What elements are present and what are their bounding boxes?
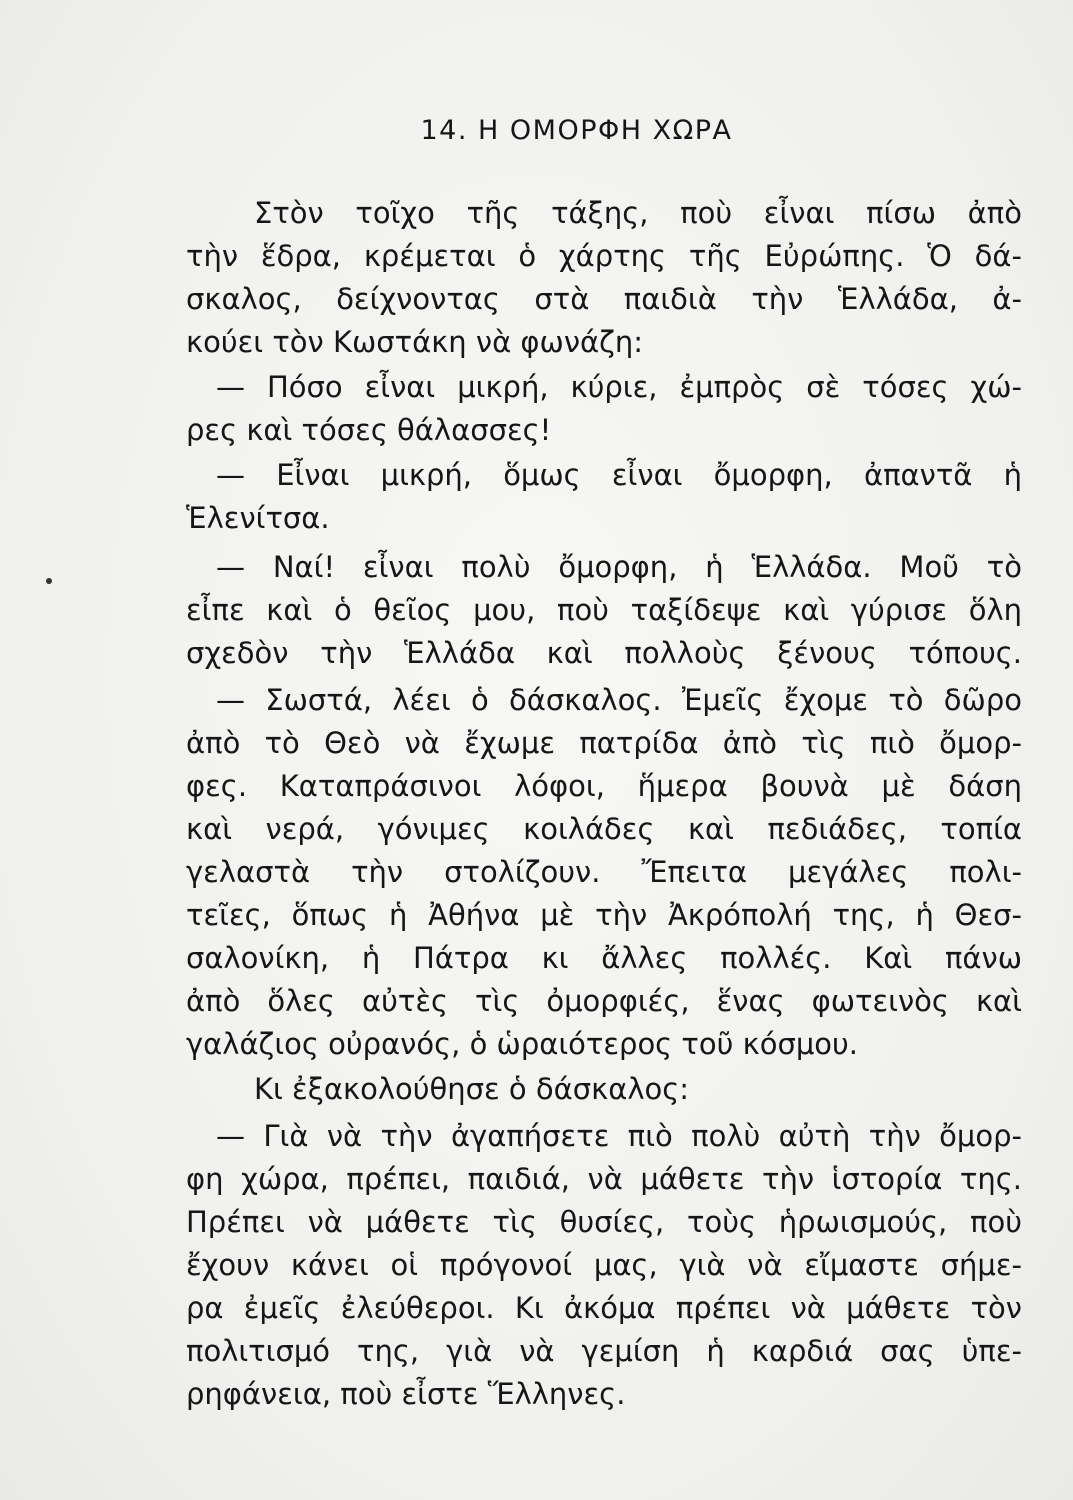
text-line: γελαστὰ τὴν στολίζουν. Ἔπειτα μεγάλες πολι- xyxy=(186,855,1022,889)
text-line: Κι ἐξακολούθησε ὁ δάσκαλος: xyxy=(254,1072,690,1106)
text-line: τὴν ἕδρα, κρέμεται ὁ χάρτης τῆς Εὐρώπης. Ὁ δά- xyxy=(186,239,1022,273)
text-line: ἔχουν κάνει οἱ πρόγονοί μας, γιὰ νὰ εἴμαστε σήμε- xyxy=(186,1248,1022,1282)
text-line: πολιτισμό της, γιὰ νὰ γεμίση ἡ καρδιά σας ὑπε- xyxy=(186,1334,1022,1368)
text-line: Πρέπει νὰ μάθετε τὶς θυσίες, τοὺς ἡρωισμούς, ποὺ xyxy=(186,1205,1022,1239)
text-line: ρα ἐμεῖς ἐλεύθεροι. Κι ἀκόμα πρέπει νὰ μάθετε τὸν xyxy=(186,1291,1022,1325)
text-line: σχεδὸν τὴν Ἑλλάδα καὶ πολλοὺς ξένους τόπους. xyxy=(186,636,1022,670)
text-line: καὶ νερά, γόνιμες κοιλάδες καὶ πεδιάδες, τοπία xyxy=(186,812,1022,846)
text-line: εἶπε καὶ ὁ θεῖος μου, ποὺ ταξίδεψε καὶ γύρισε ὅλη xyxy=(186,593,1022,627)
text-line: ρηφάνεια, ποὺ εἶστε Ἕλληνες. xyxy=(186,1377,626,1411)
text-line: — Εἶναι μικρή, ὅμως εἶναι ὄμορφη, ἀπαντᾶ ἡ xyxy=(216,458,1022,492)
text-line: — Γιὰ νὰ τὴν ἀγαπήσετε πιὸ πολὺ αὐτὴ τὴν ὄμορ- xyxy=(216,1119,1022,1153)
text-line: Ἑλενίτσα. xyxy=(186,501,330,535)
text-line: σκαλος, δείχνοντας στὰ παιδιὰ τὴν Ἑλλάδα, ἀ- xyxy=(186,282,1022,316)
text-line: — Ναί! εἶναι πολὺ ὄμορφη, ἡ Ἑλλάδα. Μοῦ τὸ xyxy=(216,550,1022,584)
text-line: γαλάζιος οὐρανός, ὁ ὡραιότερος τοῦ κόσμου. xyxy=(186,1027,859,1061)
text-line: — Πόσο εἶναι μικρή, κύριε, ἐμπρὸς σὲ τόσες χώ- xyxy=(216,370,1022,404)
text-line: κούει τὸν Κωστάκη νὰ φωνάζη: xyxy=(186,325,644,359)
text-line: — Σωστά, λέει ὁ δάσκαλος. Ἐμεῖς ἔχομε τὸ δῶρο xyxy=(216,683,1022,717)
chapter-title: 14. Η ΟΜΟΡΦΗ ΧΩΡΑ xyxy=(420,115,733,146)
text-line: ἀπὸ ὅλες αὐτὲς τὶς ὀμορφιές, ἕνας φωτεινὸς καὶ xyxy=(186,984,1022,1018)
text-line: φες. Καταπράσινοι λόφοι, ἥμερα βουνὰ μὲ δάση xyxy=(186,769,1022,803)
text-line: ἀπὸ τὸ Θεὸ νὰ ἔχωμε πατρίδα ἀπὸ τὶς πιὸ ὄμορ- xyxy=(186,726,1022,760)
text-line: ρες καὶ τόσες θάλασσες! xyxy=(186,413,552,447)
margin-speck xyxy=(46,578,52,584)
text-line: Στὸν τοῖχο τῆς τάξης, ποὺ εἶναι πίσω ἀπὸ xyxy=(254,196,1022,230)
text-line: σαλονίκη, ἡ Πάτρα κι ἄλλες πολλές. Καὶ πάνω xyxy=(186,941,1022,975)
chapter-text xyxy=(186,192,1022,1416)
text-line: τεῖες, ὅπως ἡ Ἀθήνα μὲ τὴν Ἀκρόπολή της, ἡ Θεσ- xyxy=(186,898,1022,932)
text-line: φη χώρα, πρέπει, παιδιά, νὰ μάθετε τὴν ἱστορία της. xyxy=(186,1162,1022,1196)
